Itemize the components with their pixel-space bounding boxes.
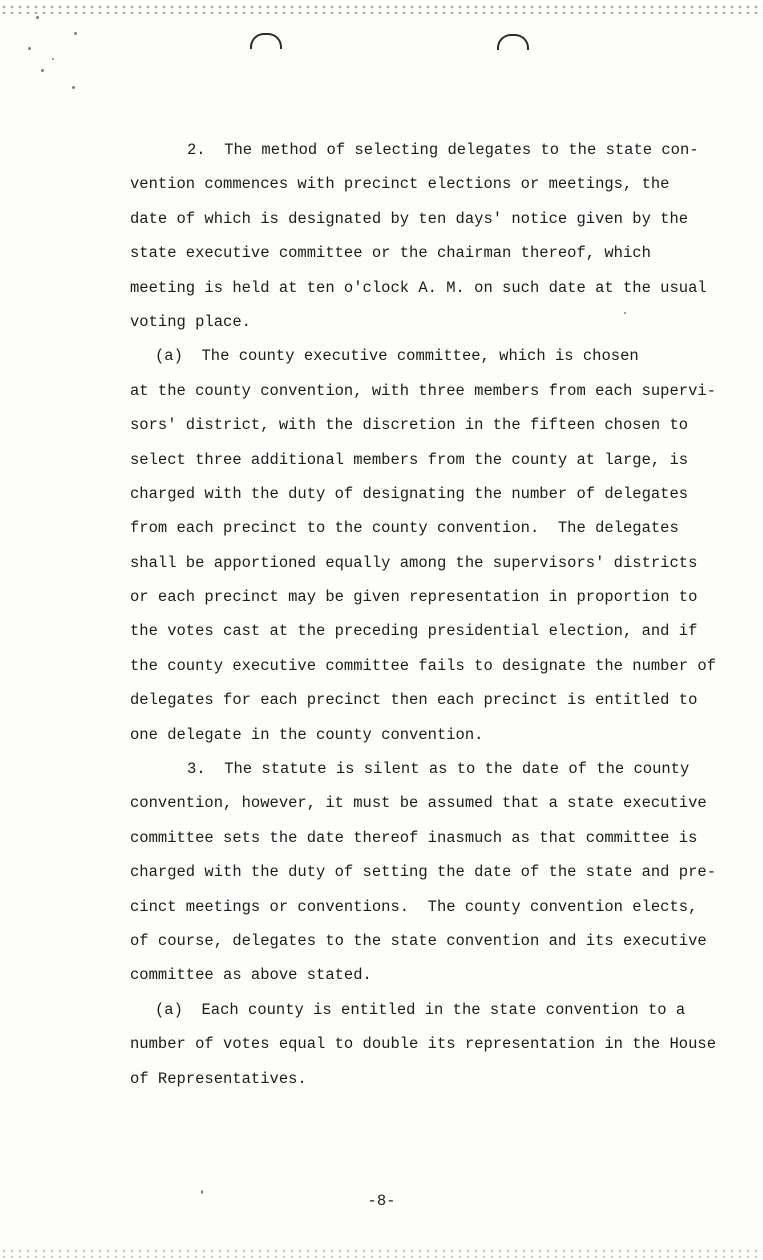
text-line: charged with the duty of setting the date of the state and pre-: [130, 863, 716, 882]
text-line: committee sets the date thereof inasmuch as that committee is: [130, 828, 698, 847]
text-line: charged with the duty of designating the number of delegates: [130, 484, 689, 503]
scan-dotted-edge-bottom: [0, 1248, 763, 1258]
text-line: date of which is designated by ten days' notice given by the: [130, 209, 689, 228]
text-line: voting place.: [130, 312, 251, 331]
punch-hole-mark-left: [250, 33, 282, 49]
document-body: [130, 133, 730, 1096]
text-line: from each precinct to the county convention. The delegates: [130, 519, 679, 538]
scan-speckle: [72, 86, 75, 89]
text-line: (a) Each county is entitled in the state convention to a: [155, 1000, 686, 1019]
text-line: shall be apportioned equally among the supervisors' districts: [130, 553, 698, 572]
scan-speckle: [74, 32, 77, 35]
text-line: at the county convention, with three members from each supervi-: [130, 381, 716, 400]
scan-speckle: [36, 16, 39, 19]
text-line: (a) The county executive committee, which is chosen: [155, 347, 639, 366]
punch-hole-mark-right: [497, 34, 529, 50]
text-line: of course, delegates to the state convention and its executive: [130, 931, 707, 950]
text-line: cinct meetings or conventions. The county convention elects,: [130, 897, 698, 916]
scan-speckle: [41, 69, 44, 72]
text-line: state executive committee or the chairman thereof, which: [130, 244, 651, 263]
text-line: 2. The method of selecting delegates to the state con-: [187, 141, 699, 159]
text-line: 3. The statute is silent as to the date of the county: [187, 760, 690, 779]
text-line: delegates for each precinct then each precinct is entitled to: [130, 691, 698, 710]
text-line: meeting is held at ten o'clock A. M. on such date at the usual: [130, 278, 707, 297]
scan-speckle: [52, 58, 54, 60]
scan-speckle: [28, 47, 31, 50]
text-line: number of votes equal to double its representation in the House: [130, 1035, 716, 1054]
text-line: one delegate in the county convention.: [130, 725, 484, 744]
page-number: -8-: [367, 1192, 396, 1210]
text-line: of Representatives.: [130, 1069, 307, 1088]
text-line: the votes cast at the preceding presidential election, and if: [130, 622, 698, 641]
text-line: sors' district, with the discretion in the fifteen chosen to: [130, 416, 689, 435]
text-line: convention, however, it must be assumed that a state executive: [130, 794, 707, 813]
scan-dotted-edge-top: [0, 4, 763, 14]
text-line: the county executive committee fails to designate the number of: [130, 656, 716, 675]
text-line: committee as above stated.: [130, 966, 372, 985]
text-line: or each precinct may be given representation in proportion to: [130, 588, 698, 607]
text-line: vention commences with precinct elections or meetings, the: [130, 175, 670, 194]
text-line: select three additional members from the county at large, is: [130, 450, 689, 469]
